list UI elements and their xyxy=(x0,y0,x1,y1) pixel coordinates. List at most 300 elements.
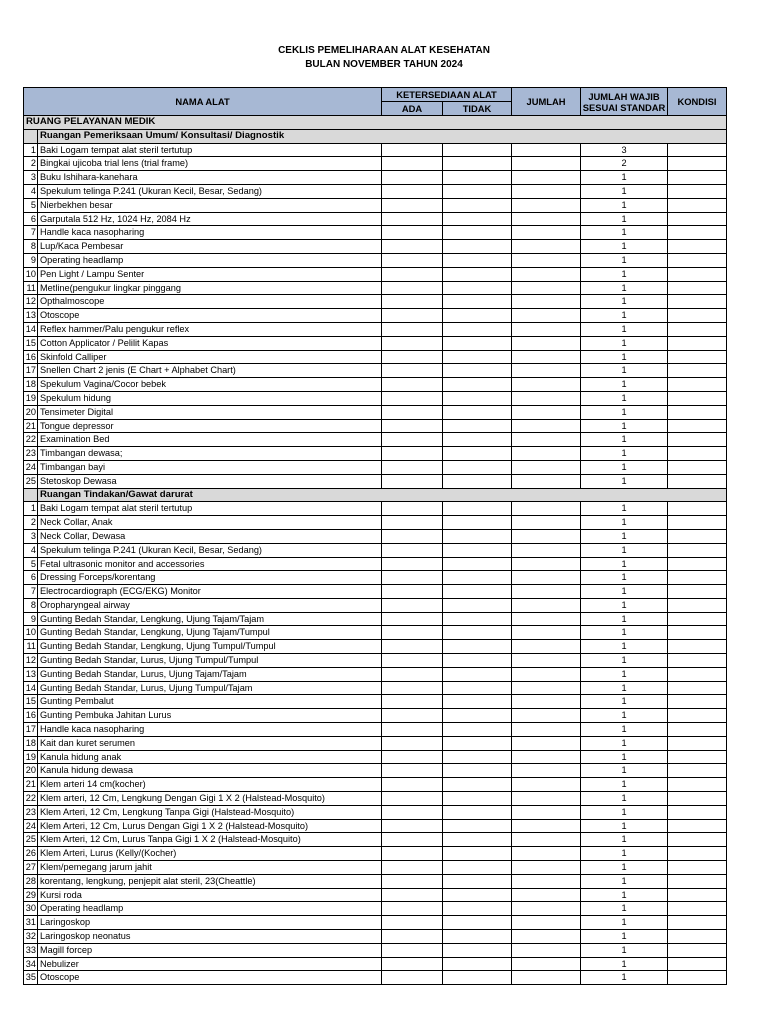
kondisi-cell[interactable] xyxy=(668,364,727,378)
kondisi-cell[interactable] xyxy=(668,378,727,392)
tidak-cell[interactable] xyxy=(443,667,512,681)
jumlah-cell[interactable] xyxy=(512,640,581,654)
kondisi-cell[interactable] xyxy=(668,943,727,957)
jumlah-cell[interactable] xyxy=(512,253,581,267)
ada-cell[interactable] xyxy=(382,833,443,847)
jumlah-wajib-cell: 1 xyxy=(581,819,668,833)
item-number: 8 xyxy=(24,240,38,254)
table-row xyxy=(24,198,727,212)
group-indent xyxy=(24,488,38,502)
jumlah-cell[interactable] xyxy=(512,681,581,695)
tidak-cell[interactable] xyxy=(443,654,512,668)
kondisi-cell[interactable] xyxy=(668,930,727,944)
tidak-cell[interactable] xyxy=(443,695,512,709)
tidak-cell[interactable] xyxy=(443,405,512,419)
ada-cell[interactable] xyxy=(382,861,443,875)
tidak-cell[interactable] xyxy=(443,612,512,626)
ada-cell[interactable] xyxy=(382,253,443,267)
item-name: Nebulizer xyxy=(38,957,382,971)
kondisi-cell[interactable] xyxy=(668,626,727,640)
ada-cell[interactable] xyxy=(382,212,443,226)
tidak-cell[interactable] xyxy=(443,447,512,461)
kondisi-cell[interactable] xyxy=(668,405,727,419)
tidak-cell[interactable] xyxy=(443,309,512,323)
jumlah-cell[interactable] xyxy=(512,654,581,668)
jumlah-cell[interactable] xyxy=(512,267,581,281)
ada-cell[interactable] xyxy=(382,943,443,957)
jumlah-wajib-cell: 1 xyxy=(581,391,668,405)
ada-cell[interactable] xyxy=(382,640,443,654)
kondisi-cell[interactable] xyxy=(668,902,727,916)
tidak-cell[interactable] xyxy=(443,902,512,916)
item-number: 5 xyxy=(24,557,38,571)
tidak-cell[interactable] xyxy=(443,240,512,254)
ada-cell[interactable] xyxy=(382,805,443,819)
ada-cell[interactable] xyxy=(382,888,443,902)
item-number: 20 xyxy=(24,405,38,419)
kondisi-cell[interactable] xyxy=(668,143,727,157)
kondisi-cell[interactable] xyxy=(668,640,727,654)
kondisi-cell[interactable] xyxy=(668,157,727,171)
tidak-cell[interactable] xyxy=(443,640,512,654)
jumlah-wajib-cell: 1 xyxy=(581,474,668,488)
jumlah-cell[interactable] xyxy=(512,543,581,557)
jumlah-cell[interactable] xyxy=(512,833,581,847)
jumlah-cell[interactable] xyxy=(512,516,581,530)
item-number: 29 xyxy=(24,888,38,902)
kondisi-cell[interactable] xyxy=(668,916,727,930)
jumlah-wajib-cell: 1 xyxy=(581,888,668,902)
tidak-cell[interactable] xyxy=(443,391,512,405)
ada-cell[interactable] xyxy=(382,695,443,709)
jumlah-cell[interactable] xyxy=(512,819,581,833)
jumlah-cell[interactable] xyxy=(512,778,581,792)
kondisi-cell[interactable] xyxy=(668,957,727,971)
jumlah-wajib-cell: 1 xyxy=(581,378,668,392)
jumlah-cell[interactable] xyxy=(512,336,581,350)
tidak-cell[interactable] xyxy=(443,322,512,336)
kondisi-cell[interactable] xyxy=(668,171,727,185)
jumlah-wajib-cell: 1 xyxy=(581,460,668,474)
jumlah-cell[interactable] xyxy=(512,447,581,461)
jumlah-cell[interactable] xyxy=(512,764,581,778)
kondisi-cell[interactable] xyxy=(668,543,727,557)
jumlah-cell[interactable] xyxy=(512,143,581,157)
ada-cell[interactable] xyxy=(382,460,443,474)
jumlah-cell[interactable] xyxy=(512,433,581,447)
jumlah-cell[interactable] xyxy=(512,585,581,599)
item-number: 26 xyxy=(24,847,38,861)
jumlah-wajib-cell: 1 xyxy=(581,874,668,888)
ada-cell[interactable] xyxy=(382,529,443,543)
ada-cell[interactable] xyxy=(382,364,443,378)
kondisi-cell[interactable] xyxy=(668,226,727,240)
kondisi-cell[interactable] xyxy=(668,447,727,461)
ada-cell[interactable] xyxy=(382,502,443,516)
ada-cell[interactable] xyxy=(382,764,443,778)
table-row xyxy=(24,295,727,309)
jumlah-cell[interactable] xyxy=(512,502,581,516)
kondisi-cell[interactable] xyxy=(668,460,727,474)
table-row xyxy=(24,667,727,681)
ada-cell[interactable] xyxy=(382,143,443,157)
tidak-cell[interactable] xyxy=(443,253,512,267)
ada-cell[interactable] xyxy=(382,405,443,419)
item-number: 16 xyxy=(24,350,38,364)
ada-cell[interactable] xyxy=(382,322,443,336)
tidak-cell[interactable] xyxy=(443,805,512,819)
item-number: 20 xyxy=(24,764,38,778)
tidak-cell[interactable] xyxy=(443,957,512,971)
ada-cell[interactable] xyxy=(382,681,443,695)
item-name: Operating headlamp xyxy=(38,902,382,916)
ada-cell[interactable] xyxy=(382,902,443,916)
tidak-cell[interactable] xyxy=(443,543,512,557)
tidak-cell[interactable] xyxy=(443,281,512,295)
item-number: 24 xyxy=(24,819,38,833)
ada-cell[interactable] xyxy=(382,336,443,350)
tidak-cell[interactable] xyxy=(443,888,512,902)
item-name: Kanula hidung anak xyxy=(38,750,382,764)
ada-cell[interactable] xyxy=(382,198,443,212)
kondisi-cell[interactable] xyxy=(668,295,727,309)
jumlah-cell[interactable] xyxy=(512,916,581,930)
jumlah-cell[interactable] xyxy=(512,847,581,861)
jumlah-cell[interactable] xyxy=(512,391,581,405)
tidak-cell[interactable] xyxy=(443,585,512,599)
ada-cell[interactable] xyxy=(382,612,443,626)
kondisi-cell[interactable] xyxy=(668,557,727,571)
kondisi-cell[interactable] xyxy=(668,695,727,709)
kondisi-cell[interactable] xyxy=(668,667,727,681)
kondisi-cell[interactable] xyxy=(668,778,727,792)
ada-cell[interactable] xyxy=(382,778,443,792)
ada-cell[interactable] xyxy=(382,792,443,806)
tidak-cell[interactable] xyxy=(443,709,512,723)
ada-cell[interactable] xyxy=(382,516,443,530)
jumlah-cell[interactable] xyxy=(512,888,581,902)
kondisi-cell[interactable] xyxy=(668,805,727,819)
jumlah-cell[interactable] xyxy=(512,667,581,681)
tidak-cell[interactable] xyxy=(443,847,512,861)
jumlah-cell[interactable] xyxy=(512,460,581,474)
tidak-cell[interactable] xyxy=(443,736,512,750)
tidak-cell[interactable] xyxy=(443,557,512,571)
ada-cell[interactable] xyxy=(382,654,443,668)
ada-cell[interactable] xyxy=(382,433,443,447)
jumlah-cell[interactable] xyxy=(512,295,581,309)
ada-cell[interactable] xyxy=(382,267,443,281)
ada-cell[interactable] xyxy=(382,350,443,364)
kondisi-cell[interactable] xyxy=(668,350,727,364)
jumlah-cell[interactable] xyxy=(512,309,581,323)
item-number: 24 xyxy=(24,460,38,474)
ada-cell[interactable] xyxy=(382,281,443,295)
ada-cell[interactable] xyxy=(382,378,443,392)
item-name: korentang, lengkung, penjepit alat steril, 23(Cheattle) xyxy=(38,874,382,888)
kondisi-cell[interactable] xyxy=(668,516,727,530)
group-indent xyxy=(24,129,38,143)
tidak-cell[interactable] xyxy=(443,861,512,875)
kondisi-cell[interactable] xyxy=(668,709,727,723)
tidak-cell[interactable] xyxy=(443,171,512,185)
kondisi-cell[interactable] xyxy=(668,750,727,764)
tidak-cell[interactable] xyxy=(443,433,512,447)
tidak-cell[interactable] xyxy=(443,226,512,240)
jumlah-cell[interactable] xyxy=(512,874,581,888)
kondisi-cell[interactable] xyxy=(668,585,727,599)
kondisi-cell[interactable] xyxy=(668,184,727,198)
jumlah-cell[interactable] xyxy=(512,695,581,709)
jumlah-cell[interactable] xyxy=(512,557,581,571)
kondisi-cell[interactable] xyxy=(668,309,727,323)
ada-cell[interactable] xyxy=(382,957,443,971)
table-row xyxy=(24,861,727,875)
jumlah-cell[interactable] xyxy=(512,322,581,336)
tidak-cell[interactable] xyxy=(443,750,512,764)
jumlah-cell[interactable] xyxy=(512,281,581,295)
tidak-cell[interactable] xyxy=(443,943,512,957)
jumlah-cell[interactable] xyxy=(512,378,581,392)
ada-cell[interactable] xyxy=(382,667,443,681)
kondisi-cell[interactable] xyxy=(668,874,727,888)
ada-cell[interactable] xyxy=(382,916,443,930)
item-name: Spekulum Vagina/Cocor bebek xyxy=(38,378,382,392)
jumlah-cell[interactable] xyxy=(512,709,581,723)
jumlah-cell[interactable] xyxy=(512,861,581,875)
kondisi-cell[interactable] xyxy=(668,267,727,281)
kondisi-cell[interactable] xyxy=(668,847,727,861)
kondisi-cell[interactable] xyxy=(668,253,727,267)
item-number: 16 xyxy=(24,709,38,723)
kondisi-cell[interactable] xyxy=(668,654,727,668)
kondisi-cell[interactable] xyxy=(668,502,727,516)
tidak-cell[interactable] xyxy=(443,212,512,226)
jumlah-cell[interactable] xyxy=(512,598,581,612)
item-name: Gunting Bedah Standar, Lurus, Ujung Tajam/Tajam xyxy=(38,667,382,681)
table-row xyxy=(24,957,727,971)
tidak-cell[interactable] xyxy=(443,184,512,198)
jumlah-cell[interactable] xyxy=(512,350,581,364)
kondisi-cell[interactable] xyxy=(668,571,727,585)
jumlah-wajib-cell: 1 xyxy=(581,695,668,709)
kondisi-cell[interactable] xyxy=(668,391,727,405)
jumlah-wajib-cell: 1 xyxy=(581,626,668,640)
kondisi-cell[interactable] xyxy=(668,612,727,626)
kondisi-cell[interactable] xyxy=(668,971,727,985)
kondisi-cell[interactable] xyxy=(668,598,727,612)
table-row xyxy=(24,585,727,599)
item-number: 30 xyxy=(24,902,38,916)
ada-cell[interactable] xyxy=(382,557,443,571)
ada-cell[interactable] xyxy=(382,391,443,405)
kondisi-cell[interactable] xyxy=(668,281,727,295)
jumlah-cell[interactable] xyxy=(512,957,581,971)
jumlah-cell[interactable] xyxy=(512,419,581,433)
jumlah-cell[interactable] xyxy=(512,405,581,419)
jumlah-cell[interactable] xyxy=(512,571,581,585)
tidak-cell[interactable] xyxy=(443,819,512,833)
ada-cell[interactable] xyxy=(382,971,443,985)
item-name: Klem arteri, 12 Cm, Lengkung Dengan Gigi 1 X 2 (Halstead-Mosquito) xyxy=(38,792,382,806)
ada-cell[interactable] xyxy=(382,819,443,833)
jumlah-cell[interactable] xyxy=(512,184,581,198)
ada-cell[interactable] xyxy=(382,585,443,599)
kondisi-cell[interactable] xyxy=(668,336,727,350)
kondisi-cell[interactable] xyxy=(668,212,727,226)
jumlah-cell[interactable] xyxy=(512,943,581,957)
tidak-cell[interactable] xyxy=(443,267,512,281)
jumlah-cell[interactable] xyxy=(512,474,581,488)
kondisi-cell[interactable] xyxy=(668,764,727,778)
tidak-cell[interactable] xyxy=(443,930,512,944)
tidak-cell[interactable] xyxy=(443,833,512,847)
tidak-cell[interactable] xyxy=(443,336,512,350)
ada-cell[interactable] xyxy=(382,226,443,240)
jumlah-cell[interactable] xyxy=(512,750,581,764)
jumlah-wajib-cell: 1 xyxy=(581,571,668,585)
ada-cell[interactable] xyxy=(382,847,443,861)
jumlah-cell[interactable] xyxy=(512,626,581,640)
table-row xyxy=(24,502,727,516)
tidak-cell[interactable] xyxy=(443,916,512,930)
item-name: Gunting Bedah Standar, Lengkung, Ujung Tajam/Tajam xyxy=(38,612,382,626)
ada-cell[interactable] xyxy=(382,309,443,323)
jumlah-cell[interactable] xyxy=(512,240,581,254)
jumlah-cell[interactable] xyxy=(512,364,581,378)
tidak-cell[interactable] xyxy=(443,157,512,171)
jumlah-cell[interactable] xyxy=(512,212,581,226)
tidak-cell[interactable] xyxy=(443,971,512,985)
item-number: 7 xyxy=(24,585,38,599)
table-row xyxy=(24,750,727,764)
jumlah-cell[interactable] xyxy=(512,226,581,240)
tidak-cell[interactable] xyxy=(443,598,512,612)
ada-cell[interactable] xyxy=(382,171,443,185)
tidak-cell[interactable] xyxy=(443,723,512,737)
kondisi-cell[interactable] xyxy=(668,833,727,847)
kondisi-cell[interactable] xyxy=(668,240,727,254)
ada-cell[interactable] xyxy=(382,571,443,585)
jumlah-cell[interactable] xyxy=(512,792,581,806)
ada-cell[interactable] xyxy=(382,474,443,488)
table-row xyxy=(24,391,727,405)
jumlah-wajib-cell: 1 xyxy=(581,681,668,695)
kondisi-cell[interactable] xyxy=(668,861,727,875)
item-name: Handle kaca nasopharing xyxy=(38,226,382,240)
jumlah-cell[interactable] xyxy=(512,157,581,171)
ada-cell[interactable] xyxy=(382,723,443,737)
ada-cell[interactable] xyxy=(382,736,443,750)
tidak-cell[interactable] xyxy=(443,764,512,778)
jumlah-wajib-cell: 1 xyxy=(581,322,668,336)
kondisi-cell[interactable] xyxy=(668,529,727,543)
tidak-cell[interactable] xyxy=(443,571,512,585)
kondisi-cell[interactable] xyxy=(668,433,727,447)
ada-cell[interactable] xyxy=(382,598,443,612)
tidak-cell[interactable] xyxy=(443,681,512,695)
item-name: Examination Bed xyxy=(38,433,382,447)
ada-cell[interactable] xyxy=(382,419,443,433)
tidak-cell[interactable] xyxy=(443,474,512,488)
tidak-cell[interactable] xyxy=(443,874,512,888)
tidak-cell[interactable] xyxy=(443,419,512,433)
jumlah-cell[interactable] xyxy=(512,971,581,985)
kondisi-cell[interactable] xyxy=(668,474,727,488)
tidak-cell[interactable] xyxy=(443,350,512,364)
jumlah-cell[interactable] xyxy=(512,736,581,750)
jumlah-wajib-cell: 1 xyxy=(581,240,668,254)
kondisi-cell[interactable] xyxy=(668,819,727,833)
jumlah-cell[interactable] xyxy=(512,723,581,737)
ada-cell[interactable] xyxy=(382,295,443,309)
ada-cell[interactable] xyxy=(382,184,443,198)
jumlah-wajib-cell: 1 xyxy=(581,585,668,599)
table-row xyxy=(24,350,727,364)
table-row xyxy=(24,654,727,668)
table-row xyxy=(24,322,727,336)
jumlah-cell[interactable] xyxy=(512,902,581,916)
ada-cell[interactable] xyxy=(382,930,443,944)
ada-cell[interactable] xyxy=(382,543,443,557)
jumlah-cell[interactable] xyxy=(512,198,581,212)
tidak-cell[interactable] xyxy=(443,364,512,378)
ada-cell[interactable] xyxy=(382,240,443,254)
jumlah-cell[interactable] xyxy=(512,612,581,626)
table-row xyxy=(24,364,727,378)
kondisi-cell[interactable] xyxy=(668,322,727,336)
table-row xyxy=(24,819,727,833)
kondisi-cell[interactable] xyxy=(668,681,727,695)
jumlah-cell[interactable] xyxy=(512,171,581,185)
item-number: 13 xyxy=(24,667,38,681)
tidak-cell[interactable] xyxy=(443,529,512,543)
jumlah-wajib-cell: 1 xyxy=(581,654,668,668)
tidak-cell[interactable] xyxy=(443,516,512,530)
ada-cell[interactable] xyxy=(382,626,443,640)
tidak-cell[interactable] xyxy=(443,792,512,806)
kondisi-cell[interactable] xyxy=(668,419,727,433)
kondisi-cell[interactable] xyxy=(668,736,727,750)
ada-cell[interactable] xyxy=(382,447,443,461)
kondisi-cell[interactable] xyxy=(668,723,727,737)
tidak-cell[interactable] xyxy=(443,502,512,516)
ada-cell[interactable] xyxy=(382,157,443,171)
tidak-cell[interactable] xyxy=(443,778,512,792)
tidak-cell[interactable] xyxy=(443,378,512,392)
tidak-cell[interactable] xyxy=(443,295,512,309)
item-name: Oropharyngeal airway xyxy=(38,598,382,612)
jumlah-cell[interactable] xyxy=(512,930,581,944)
jumlah-wajib-cell: 1 xyxy=(581,267,668,281)
tidak-cell[interactable] xyxy=(443,143,512,157)
kondisi-cell[interactable] xyxy=(668,198,727,212)
ada-cell[interactable] xyxy=(382,709,443,723)
item-name: Nierbekhen besar xyxy=(38,198,382,212)
table-row xyxy=(24,378,727,392)
jumlah-cell[interactable] xyxy=(512,529,581,543)
kondisi-cell[interactable] xyxy=(668,888,727,902)
item-number: 12 xyxy=(24,295,38,309)
jumlah-cell[interactable] xyxy=(512,805,581,819)
tidak-cell[interactable] xyxy=(443,626,512,640)
tidak-cell[interactable] xyxy=(443,460,512,474)
table-row xyxy=(24,171,727,185)
ada-cell[interactable] xyxy=(382,750,443,764)
ada-cell[interactable] xyxy=(382,874,443,888)
tidak-cell[interactable] xyxy=(443,198,512,212)
kondisi-cell[interactable] xyxy=(668,792,727,806)
